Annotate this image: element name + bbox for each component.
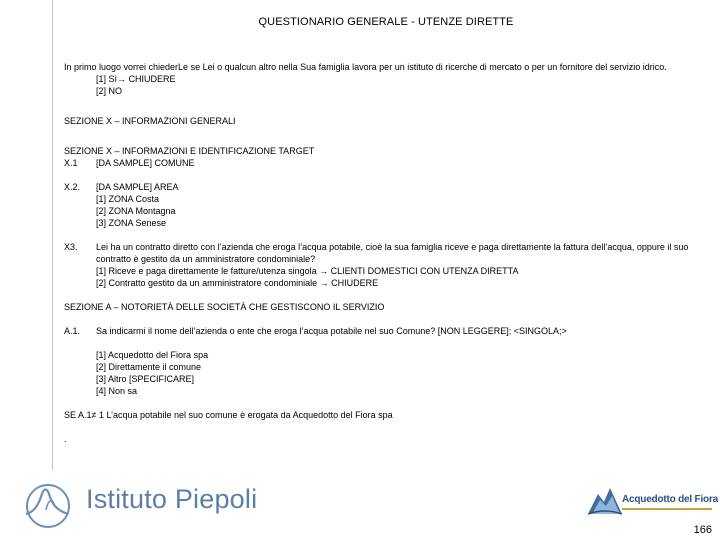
- a1-option-3: [3] Altro [SPECIFICARE]: [96, 374, 195, 384]
- section-x-heading: SEZIONE X – INFORMAZIONI GENERALI: [64, 116, 236, 126]
- a1-option-1: [1] Acquedotto del Fiora spa: [96, 350, 209, 360]
- question-text: [DA SAMPLE] COMUNE: [96, 158, 195, 168]
- question-x2: [64, 181, 714, 193]
- question-number: X.2.: [64, 182, 81, 192]
- x3-option-2: [2] Contratto gestito da un amministratore condominiale → CHIUDERE: [96, 278, 379, 288]
- a1-option-4: [4] Non sa: [96, 386, 138, 396]
- intro-question: In primo luogo vorrei chiederLe se Lei o qualcun altro nella Sua famiglia lavora per un istituto di ricerche di mercato o per un fornitore del servizio idrico.: [64, 62, 667, 72]
- section-a-heading: SEZIONE A – NOTORIETÀ DELLE SOCIETÀ CHE GESTISCONO IL SERVIZIO: [64, 302, 385, 312]
- brand-name: Istituto Piepoli: [86, 484, 258, 514]
- question-text: Sa indicarmi il nome dell’azienda o ente che eroga l’acqua potabile nel suo Comune? [NON LEGGERE]; <SINGOLA;>: [96, 326, 567, 336]
- filter-condition: SE A.1≠ 1 L’acqua potabile nel suo comune è erogata da Acquedotto del Fiora spa: [64, 410, 393, 420]
- question-text: Lei ha un contratto diretto con l’azienda che eroga l’acqua potabile, cioè la sua famiglia riceve e paga direttamente la fattura dell’acqua, oppure il suo contratto è gestito da un amministratore condominiale?: [96, 242, 689, 264]
- intro-option-1: [1] Sì→ CHIUDERE: [96, 74, 176, 84]
- x2-option-3: [3] ZONA Senese: [96, 218, 167, 228]
- partner-logo-text: Acquedotto del Fiora: [622, 494, 719, 505]
- a1-option-2: [2] Direttamente il comune: [96, 362, 202, 372]
- intro-option-2: [2] NO: [96, 86, 123, 96]
- x3-option-1: [1] Riceve e paga direttamente le fatture/utenza singola → CLIENTI DOMESTICI CON UTENZA DIRETTA: [96, 266, 519, 276]
- question-number: X3.: [64, 242, 78, 252]
- page-number: 166: [693, 524, 712, 536]
- question-x3: [64, 241, 714, 265]
- section-x-target-heading: SEZIONE X – INFORMAZIONI E IDENTIFICAZIONE TARGET: [64, 146, 315, 156]
- question-a1: [64, 325, 714, 337]
- piepoli-logo-icon: [20, 480, 80, 530]
- x2-option-2: [2] ZONA Montagna: [96, 206, 176, 216]
- x2-option-1: [1] ZONA Costa: [96, 194, 160, 204]
- question-x1: [64, 157, 714, 169]
- question-number: X.1: [64, 158, 78, 168]
- document-body: [64, 61, 714, 445]
- question-text: [DA SAMPLE] AREA: [96, 182, 179, 192]
- page-title: QUESTIONARIO GENERALE - UTENZE DIRETTE: [258, 16, 514, 28]
- trailing-dot: .: [64, 434, 67, 444]
- question-number: A.1.: [64, 326, 81, 336]
